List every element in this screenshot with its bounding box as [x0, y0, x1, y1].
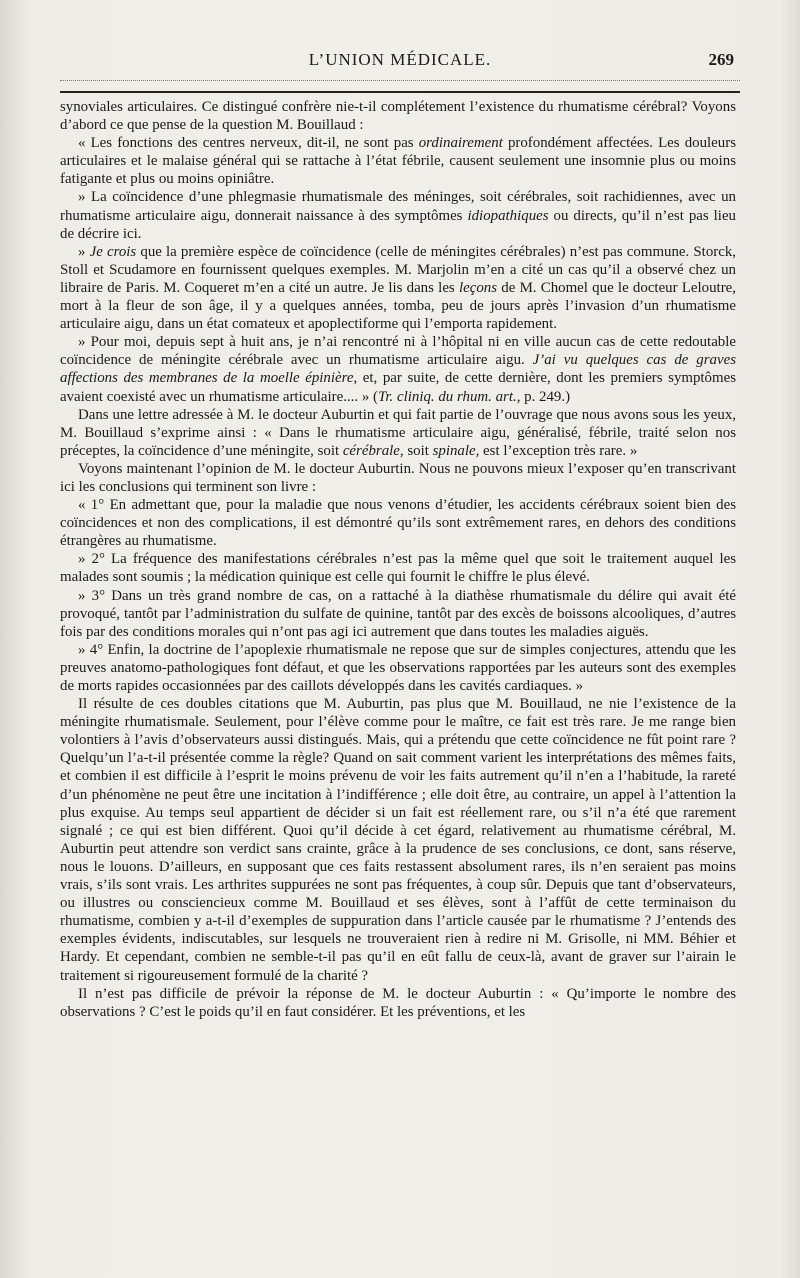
- text-run: Dans une lettre adressée à M. le docteur Auburtin et qui fait partie de l’ouvrage que nous avons sous les yeux, M. Bouillaud s’exprime ainsi : « Dans le rhumatisme articulaire aigu, généralisé, fébrile, traité selon nos préceptes, la coïncidence d’une méningite, soit: [60, 406, 736, 459]
- text-run: » 3° Dans un très grand nombre de cas, on a rattaché à la diathèse rhumatismale du délire qui avait été provoqué, tantôt par l’administration du sulfate de quinine, tantôt par des excès de boissons alcooliques, d’autres fois par des conditions morales qui n’ont pas agi ici autrement que dans toutes les maladies aiguës.: [60, 587, 736, 640]
- text-run: Il n’est pas difficile de prévoir la réponse de M. le docteur Auburtin : « Qu’importe le nombre des observations ? C’est le poids qu’il en faut considérer. Et les préventions, et les: [60, 985, 736, 1020]
- paragraph: [60, 98, 736, 134]
- paragraph: [60, 695, 736, 985]
- paragraph: [60, 188, 736, 242]
- paragraph: [60, 406, 736, 460]
- italic-run: cérébrale,: [342, 442, 404, 459]
- paragraph: [60, 550, 736, 586]
- text-run: , p. 249.): [516, 388, 571, 405]
- italic-run: leçons: [458, 279, 498, 296]
- header-dotted-rule: [60, 80, 740, 81]
- article-body: [60, 98, 736, 1021]
- italic-run: spinale,: [432, 442, 480, 459]
- text-run: Voyons maintenant l’opinion de M. le docteur Auburtin. Nous ne pouvons mieux l’exposer qu’en transcrivant ici les conclusions qui terminent son livre :: [60, 460, 736, 495]
- paragraph: [60, 985, 736, 1021]
- text-run: de M. Chomel que le docteur Leloutre, mort à la fleur de son âge, il y a quelques années, tomba, peu de jours après l’invasion d’un rhumatisme articulaire aigu, dans un état comateux et apoplectiforme qui l’emporta rapidement.: [60, 279, 736, 333]
- text-run: » 2° La fréquence des manifestations cérébrales n’est pas la même quel que soit le traitement auquel les malades sont soumis ; la médication quinique est celle qui fournit le chiffre le plus élevé.: [60, 551, 736, 586]
- text-run: » La coïncidence d’une phlegmasie rhumatismale des méninges, soit cérébrales, soit rachidiennes, avec un rhumatisme articulaire aigu, donnerait naissance à des symptômes: [60, 189, 736, 224]
- paragraph: [60, 641, 736, 695]
- text-run: synoviales articulaires. Ce distingué confrère nie-t-il complétement l’existence du rhumatisme cérébral? Voyons d’abord ce que pense de la question M. Bouillaud :: [60, 99, 736, 134]
- text-run: » 4° Enfin, la doctrine de l’apoplexie rhumatismale ne repose que sur de simples conjectures, attendu que les preuves anatomo-pathologiques font défaut, et que les observations rapportées par les auteurs sont des exemples de morts rapides occasionnées par des caillots développés dans les cavités cardiaques. »: [60, 641, 736, 694]
- text-run: est l’exception très rare. »: [479, 442, 638, 459]
- paragraph: [60, 587, 736, 641]
- paragraph: [60, 134, 736, 188]
- text-run: « Les fonctions des centres nerveux, dit-il, ne sont pas: [78, 135, 419, 152]
- text-run: »: [78, 243, 90, 260]
- text-run: soit: [403, 442, 433, 459]
- paragraph: [60, 333, 736, 405]
- paragraph: [60, 496, 736, 550]
- text-run: que la première espèce de coïncidence (celle de méningites cérébrales) n’est pas commune. Storck, Stoll et Scudamore en fournissent quelques exemples. M. Marjolin m’en a cité un cas qu’il a observé chez un libraire de Paris. M. Coqueret m’en a cité un autre. Je lis dans les: [60, 243, 737, 296]
- page-number: 269: [708, 50, 734, 69]
- text-run: « 1° En admettant que, pour la maladie que nous venons d’étudier, les accidents cérébraux soient bien des coïncidences et non des complications, il est démontré qu’ils sont extrêmement rares, en dehors des conditions étrangères au rhumatisme.: [60, 497, 736, 550]
- running-title: L’UNION MÉDICALE.: [308, 50, 492, 69]
- italic-run: ordinairement: [418, 135, 503, 152]
- italic-run: idiopathiques: [467, 207, 549, 224]
- text-run: ou directs, qu’il n’est pas lieu de décrire ici.: [60, 207, 737, 242]
- text-run: profondément affectées. Les douleurs articulaires et le malaise général qui se rattache à l’état fébrile, causent seulement une insomnie plus ou moins fatigante et plus ou moins opiniâtre.: [60, 135, 736, 188]
- text-run: » Pour moi, depuis sept à huit ans, je n’ai rencontré ni à l’hôpital ni en ville aucun cas de cette redoutable coïncidence de méningite cérébrale avec un rhumatisme articulaire aigu.: [60, 334, 736, 369]
- italic-run: Tr. cliniq. du rhum. art.: [377, 388, 517, 405]
- page-header: [60, 50, 740, 76]
- paragraph: [60, 460, 736, 496]
- text-run: et, par suite, de cette dernière, dont les premiers symptômes avaient coexisté avec un rhumatisme articulaire.... » (: [60, 370, 736, 405]
- italic-run: J’ai vu quelques cas de graves affections des membranes de la moelle épinière,: [60, 352, 736, 387]
- paragraph: [60, 243, 736, 333]
- header-rule: [60, 91, 740, 93]
- italic-run: Je crois: [89, 243, 137, 260]
- text-run: Il résulte de ces doubles citations que M. Auburtin, pas plus que M. Bouillaud, ne nie l’existence de la méningite rhumatismale. Seulement, pour l’élève comme pour le maître, ce fait est très rare. Je me range bien volontiers à l’avis d’observateurs aussi distingués. Mais, qui a prétendu que cette coïncidence ne fût point rare ? Quelqu’un l’a-t-il présentée comme la règle? Quand on sait comment varient les interprétations des mêmes faits, et combien il est difficile à l’esprit le moins prévenu de voir les faits autrement qu’il n’en a l’habitude, la rareté d’un phénomène ne peut être une incitation à l’indifférence ; elle doit être, au contraire, un appel à l’attention la plus exquise. Au temps seul appartient de décider si un fait est réellement rare, ou s’il n’a été que rarement signalé ; ce qui est bien différent. Quoi qu’il décide à cet égard, relativement au rhumatisme cérébral, M. Auburtin peut attendre son verdict sans crainte, grâce à la prudence de ses conclusions, ce dont, sans réserve, nous le louons. D’ailleurs, en supposant que ces faits restassent absolument rares, ils n’en seraient pas moins vrais, s’ils sont vrais. Les arthrites suppurées ne sont pas fréquentes, à coup sûr. Depuis que tant d’observateurs, ou illustres ou consciencieux comme M. Bouillaud et ses élèves, sont à l’affût de cette terminaison du rhumatisme, combien y a-t-il d’exemples de suppuration dans l’article causée par le rhumatisme ? J’entends des exemples évidents, indiscutables, sur lesquels ne trouveraient rien à redire ni M. Grisolle, ni MM. Béhier et Hardy. Et cependant, combien ne semble-t-il pas qu’il en eût fallu de ceux-là, avant de graver sur l’airain le traitement si rigoureusement formulé de la charité ?: [60, 696, 736, 984]
